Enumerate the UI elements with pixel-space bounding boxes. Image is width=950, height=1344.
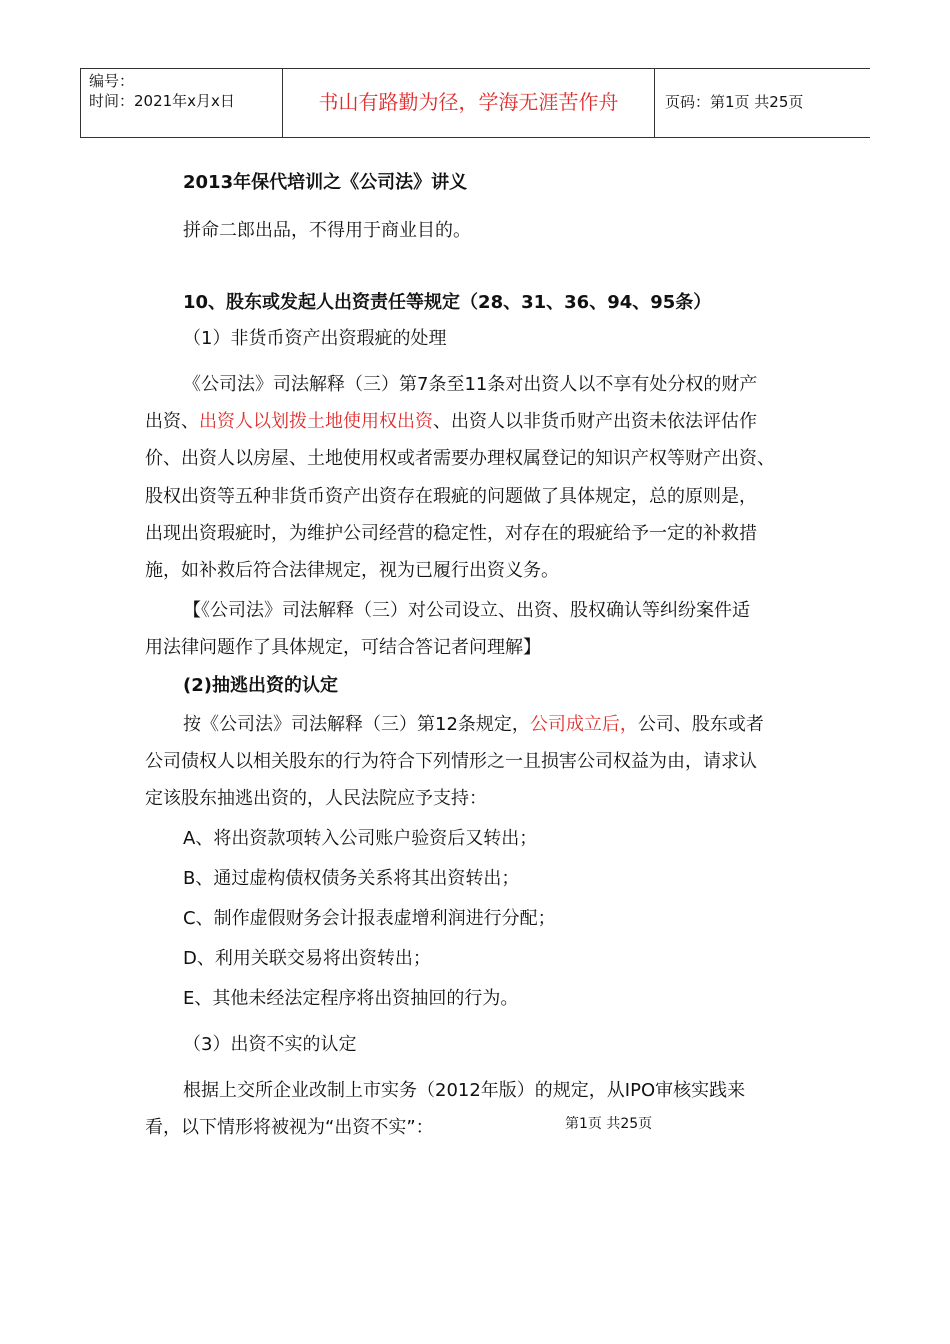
- para2-line2: 用法律问题作了具体规定，可结合答记者问理解】: [145, 637, 541, 658]
- para4-line2: 看，以下情形将被视为“出资不实”：: [145, 1117, 434, 1138]
- subsection-1-heading: （1）非货币资产出资瑕疵的处理: [183, 328, 447, 349]
- para1-line5: 出现出资瑕疵时，为维护公司经营的稳定性，对存在的瑕疵给予一定的补救措: [145, 523, 757, 544]
- header-motto: 书山有路勤为径，学海无涯苦作舟: [282, 69, 654, 137]
- para3-line1: [183, 712, 764, 738]
- document-title: 2013年保代培训之《公司法》讲义: [183, 172, 468, 193]
- time-label: 时间：2021年x月x日: [89, 92, 235, 110]
- number-label: 编号：: [89, 72, 135, 90]
- list-item: C、制作虚假财务会计报表虚增利润进行分配；: [183, 908, 556, 929]
- header-page-info: 页码：第1页 共25页: [654, 69, 870, 137]
- list-item: E、其他未经法定程序将出资抽回的行为。: [183, 988, 519, 1009]
- list-item: B、通过虚构债权债务关系将其出资转出；: [183, 868, 520, 889]
- list-item: D、利用关联交易将出资转出；: [183, 948, 431, 969]
- para3-line1-a: 按《公司法》司法解释（三）第12条规定，: [183, 714, 530, 735]
- subsection-3-heading: （3）出资不实的认定: [183, 1034, 357, 1055]
- para2-line1: 【《公司法》司法解释（三）对公司设立、出资、股权确认等纠纷案件适: [183, 600, 750, 621]
- para4-line1: 根据上交所企业改制上市实务（2012年版）的规定，从IPO审核实践来: [183, 1080, 746, 1101]
- page-footer: 第1页 共25页: [565, 1116, 653, 1132]
- para3-line3: 定该股东抽逃出资的，人民法院应予支持：: [145, 788, 487, 809]
- para1-line3: 价、出资人以房屋、土地使用权或者需要办理权属登记的知识产权等财产出资、: [145, 448, 775, 469]
- header-info-cell: [80, 69, 282, 137]
- para1-line2-b: 、出资人以非货币财产出资未依法评估作: [433, 411, 757, 432]
- list-item: A、将出资款项转入公司账户验资后又转出；: [183, 828, 538, 849]
- para1-highlight: 出资人以划拨土地使用权出资: [199, 411, 433, 432]
- para1-line2: [145, 409, 757, 435]
- para1-line1: 《公司法》司法解释（三）第7条至11条对出资人以不享有处分权的财产: [183, 374, 758, 395]
- header-table: [80, 68, 870, 138]
- section-10-heading: 10、股东或发起人出资责任等规定（28、31、36、94、95条）: [183, 292, 712, 313]
- para1-line2-a: 出资、: [145, 411, 199, 432]
- usage-note: 拼命二郎出品，不得用于商业目的。: [183, 220, 471, 241]
- para3-line2: 公司债权人以相关股东的行为符合下列情形之一且损害公司权益为由，请求认: [145, 751, 757, 772]
- subsection-2-heading: (2)抽逃出资的认定: [183, 675, 338, 696]
- para1-line6: 施，如补救后符合法律规定，视为已履行出资义务。: [145, 560, 559, 581]
- para3-line1-b: 公司、股东或者: [637, 714, 764, 735]
- para3-highlight: 公司成立后，: [529, 714, 638, 735]
- para1-line4: 股权出资等五种非货币资产出资存在瑕疵的问题做了具体规定，总的原则是，: [145, 486, 757, 507]
